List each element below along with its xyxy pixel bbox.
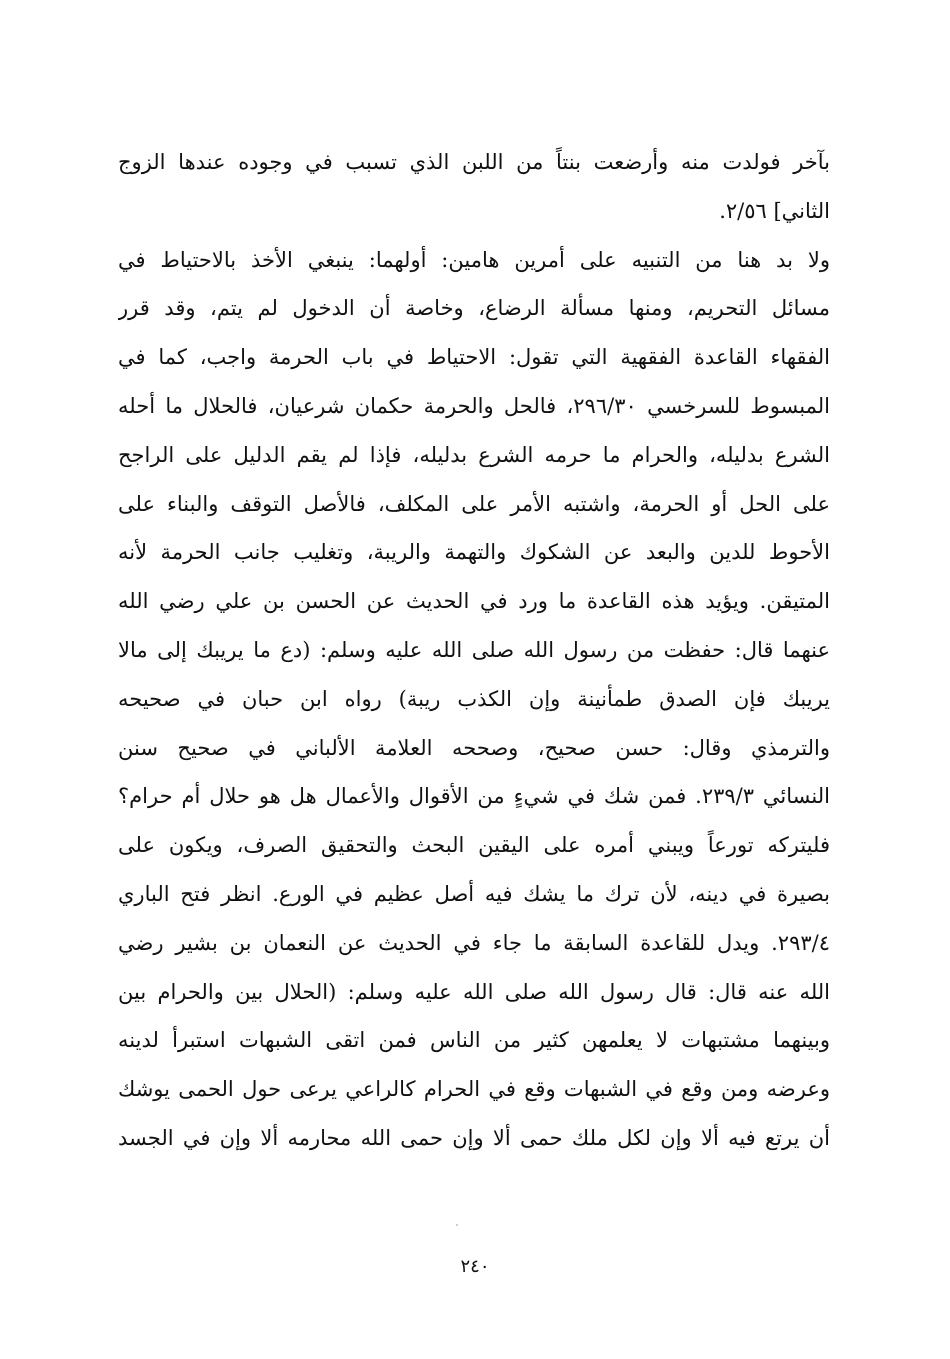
text-line: الفقهاء القاعدة الفقهية التي تقول: الاحتياط في باب الحرمة واجب، كما في	[118, 345, 830, 370]
text-line: ٢٩٣/٤. ويدل للقاعدة السابقة ما جاء في الحديث عن النعمان بن بشير رضي	[118, 930, 830, 955]
text-line: فليتركه تورعاً ويبني أمره على اليقين البحث والتحقيق الصرف، ويكون على	[118, 833, 830, 858]
body-text	[118, 138, 830, 1163]
text-line: بصيرة في دينه، لأن ترك ما يشك فيه أصل عظيم في الورع. انظر فتح الباري	[118, 881, 830, 906]
text-line: وعرضه ومن وقع في الشبهات وقع في الحرام كالراعي يرعى حول الحمى يوشك	[118, 1077, 830, 1102]
text-line: الله عنه قال: قال رسول الله صلى الله عليه وسلم: (الحلال بين والحرام بين	[118, 979, 830, 1004]
text-line: ولا بد هنا من التنبيه على أمرين هامين: أولهما: ينبغي الأخذ بالاحتياط في	[118, 247, 830, 272]
text-line: الشرع بدليله، والحرام ما حرمه الشرع بدليله، فإذا لم يقم الدليل على الراجح	[118, 442, 830, 467]
text-line: أن يرتع فيه ألا وإن لكل ملك حمى ألا وإن حمى الله محارمه ألا وإن في الجسد	[118, 1125, 830, 1150]
text-line: وبينهما مشتبهات لا يعلمهن كثير من الناس فمن اتقى الشبهات استبرأ لدينه	[118, 1028, 830, 1053]
page-number: ٢٤٠	[460, 1256, 490, 1277]
text-line: بآخر فولدت منه وأرضعت بنتاً من اللبن الذي تسبب في وجوده عندها الزوج	[118, 150, 830, 174]
text-line: يريبك فإن الصدق طمأنينة وإن الكذب ريبة) رواه ابن حبان في صحيحه	[118, 686, 830, 711]
text-line: مسائل التحريم، ومنها مسألة الرضاع، وخاصة أن الدخول لم يتم، وقد قرر	[118, 296, 830, 321]
text-line: النسائي ٢٣٩/٣. فمن شك في شيءٍ من الأقوال والأعمال هل هو حلال أم حرام؟	[118, 784, 830, 809]
text-line: المتيقن. ويؤيد هذه القاعدة ما ورد في الحديث عن الحسن بن علي رضي الله	[118, 589, 830, 614]
text-line: المبسوط للسرخسي ٢٩٦/٣٠، فالحل والحرمة حكمان شرعيان، فالحلال ما أحله	[118, 393, 830, 418]
scan-speck	[456, 1224, 458, 1226]
text-line: والترمذي وقال: حسن صحيح، وصححه العلامة الألباني في صحيح سنن	[118, 735, 830, 760]
text-line: عنهما قال: حفظت من رسول الله صلى الله عليه وسلم: (دع ما يريبك إلى مالا	[118, 637, 830, 662]
text-line: الثاني] ٢/٥٦.	[719, 198, 830, 223]
text-line: على الحل أو الحرمة، واشتبه الأمر على المكلف، فالأصل التوقف والبناء على	[118, 491, 830, 516]
text-line: الأحوط للدين والبعد عن الشكوك والتهمة والريبة، وتغليب جانب الحرمة لأنه	[118, 540, 830, 565]
